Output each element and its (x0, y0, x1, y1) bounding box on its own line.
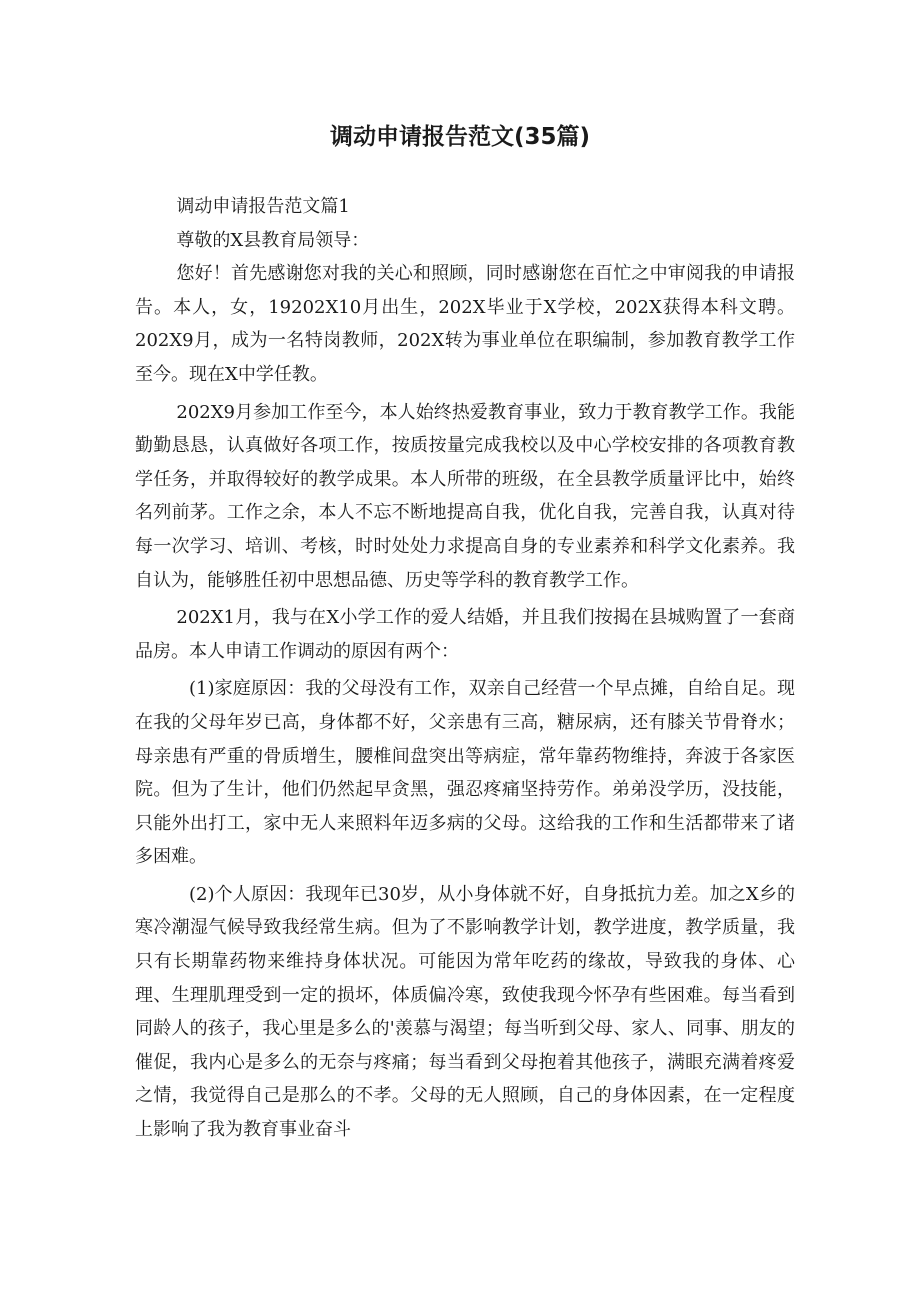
paragraph-marriage: 202X1月，我与在X小学工作的爱人结婚，并且我们按揭在县城购置了一套商品房。本人申请工作调动的原因有两个： (135, 607, 795, 662)
document-title: 调动申请报告范文(35篇) (329, 124, 591, 150)
paragraph-family-reason: (1)家庭原因：我的父母没有工作，双亲自己经营一个早点摊，自给自足。现在我的父母年岁已高，身体都不好，父亲患有三高，糖尿病，还有膝关节骨脊水；母亲患有严重的骨质增生，腰椎间盘突出等病症，常年靠药物维持，奔波于各家医院。但为了生计，他们仍然起早贪黑，强忍疼痛坚持劳作。弟弟没学历，没技能，只能外出打工，家中无人来照料年迈多病的父母。这给我的工作和生活都带来了诸多困难。 (135, 678, 795, 868)
paragraph-personal-reason: (2)个人原因：我现年已30岁，从小身体就不好，自身抵抗力差。加之X乡的寒冷潮湿气候导致我经常生病。但为了不影响教学计划，教学进度，教学质量，我只有长期靠药物来维持身体状况。可能因为常年吃药的缘故，导致我的身体、心理、生理肌理受到一定的损坏，体质偏冷寒，致使我现今怀孕有些困难。每当看到同龄人的孩子，我心里是多么的'羡慕与渴望；每当听到父母、家人、同事、朋友的催促，我内心是多么的无奈与疼痛；每当看到父母抱着其他孩子，满眼充满着疼爱之情，我觉得自己是那么的不孝。父母的无人照顾，自己的身体因素，在一定程度上影响了我为教育事业奋斗 (135, 883, 795, 1141)
section-heading: 调动申请报告范文篇1 (176, 196, 350, 217)
paragraph-greeting: 您好！首先感谢您对我的关心和照顾，同时感谢您在百忙之中审阅我的申请报告。本人，女，19202X10月出生，202X毕业于X学校，202X获得本科文聘。202X9月，成为一名特岗教师，202X转为事业单位在职编制，参加教育教学工作至今。现在X中学任教。 (135, 263, 795, 385)
salutation: 尊敬的X县教育局领导： (176, 229, 370, 251)
document-body (135, 190, 795, 1147)
paragraph-work-history: 202X9月参加工作至今，本人始终热爱教育事业，致力于教育教学工作。我能勤勤恳恳，认真做好各项工作，按质按量完成我校以及中心学校安排的各项教育教学任务，并取得较好的教学成果。本人所带的班级，在全县教学质量评比中，始终名列前茅。工作之余，本人不忘不断地提高自我，优化自我，完善自我，认真对待每一次学习、培训、考核，时时处处力求提高自身的专业素养和科学文化素养。我自认为，能够胜任初中思想品德、历史等学科的教育教学工作。 (135, 401, 795, 591)
